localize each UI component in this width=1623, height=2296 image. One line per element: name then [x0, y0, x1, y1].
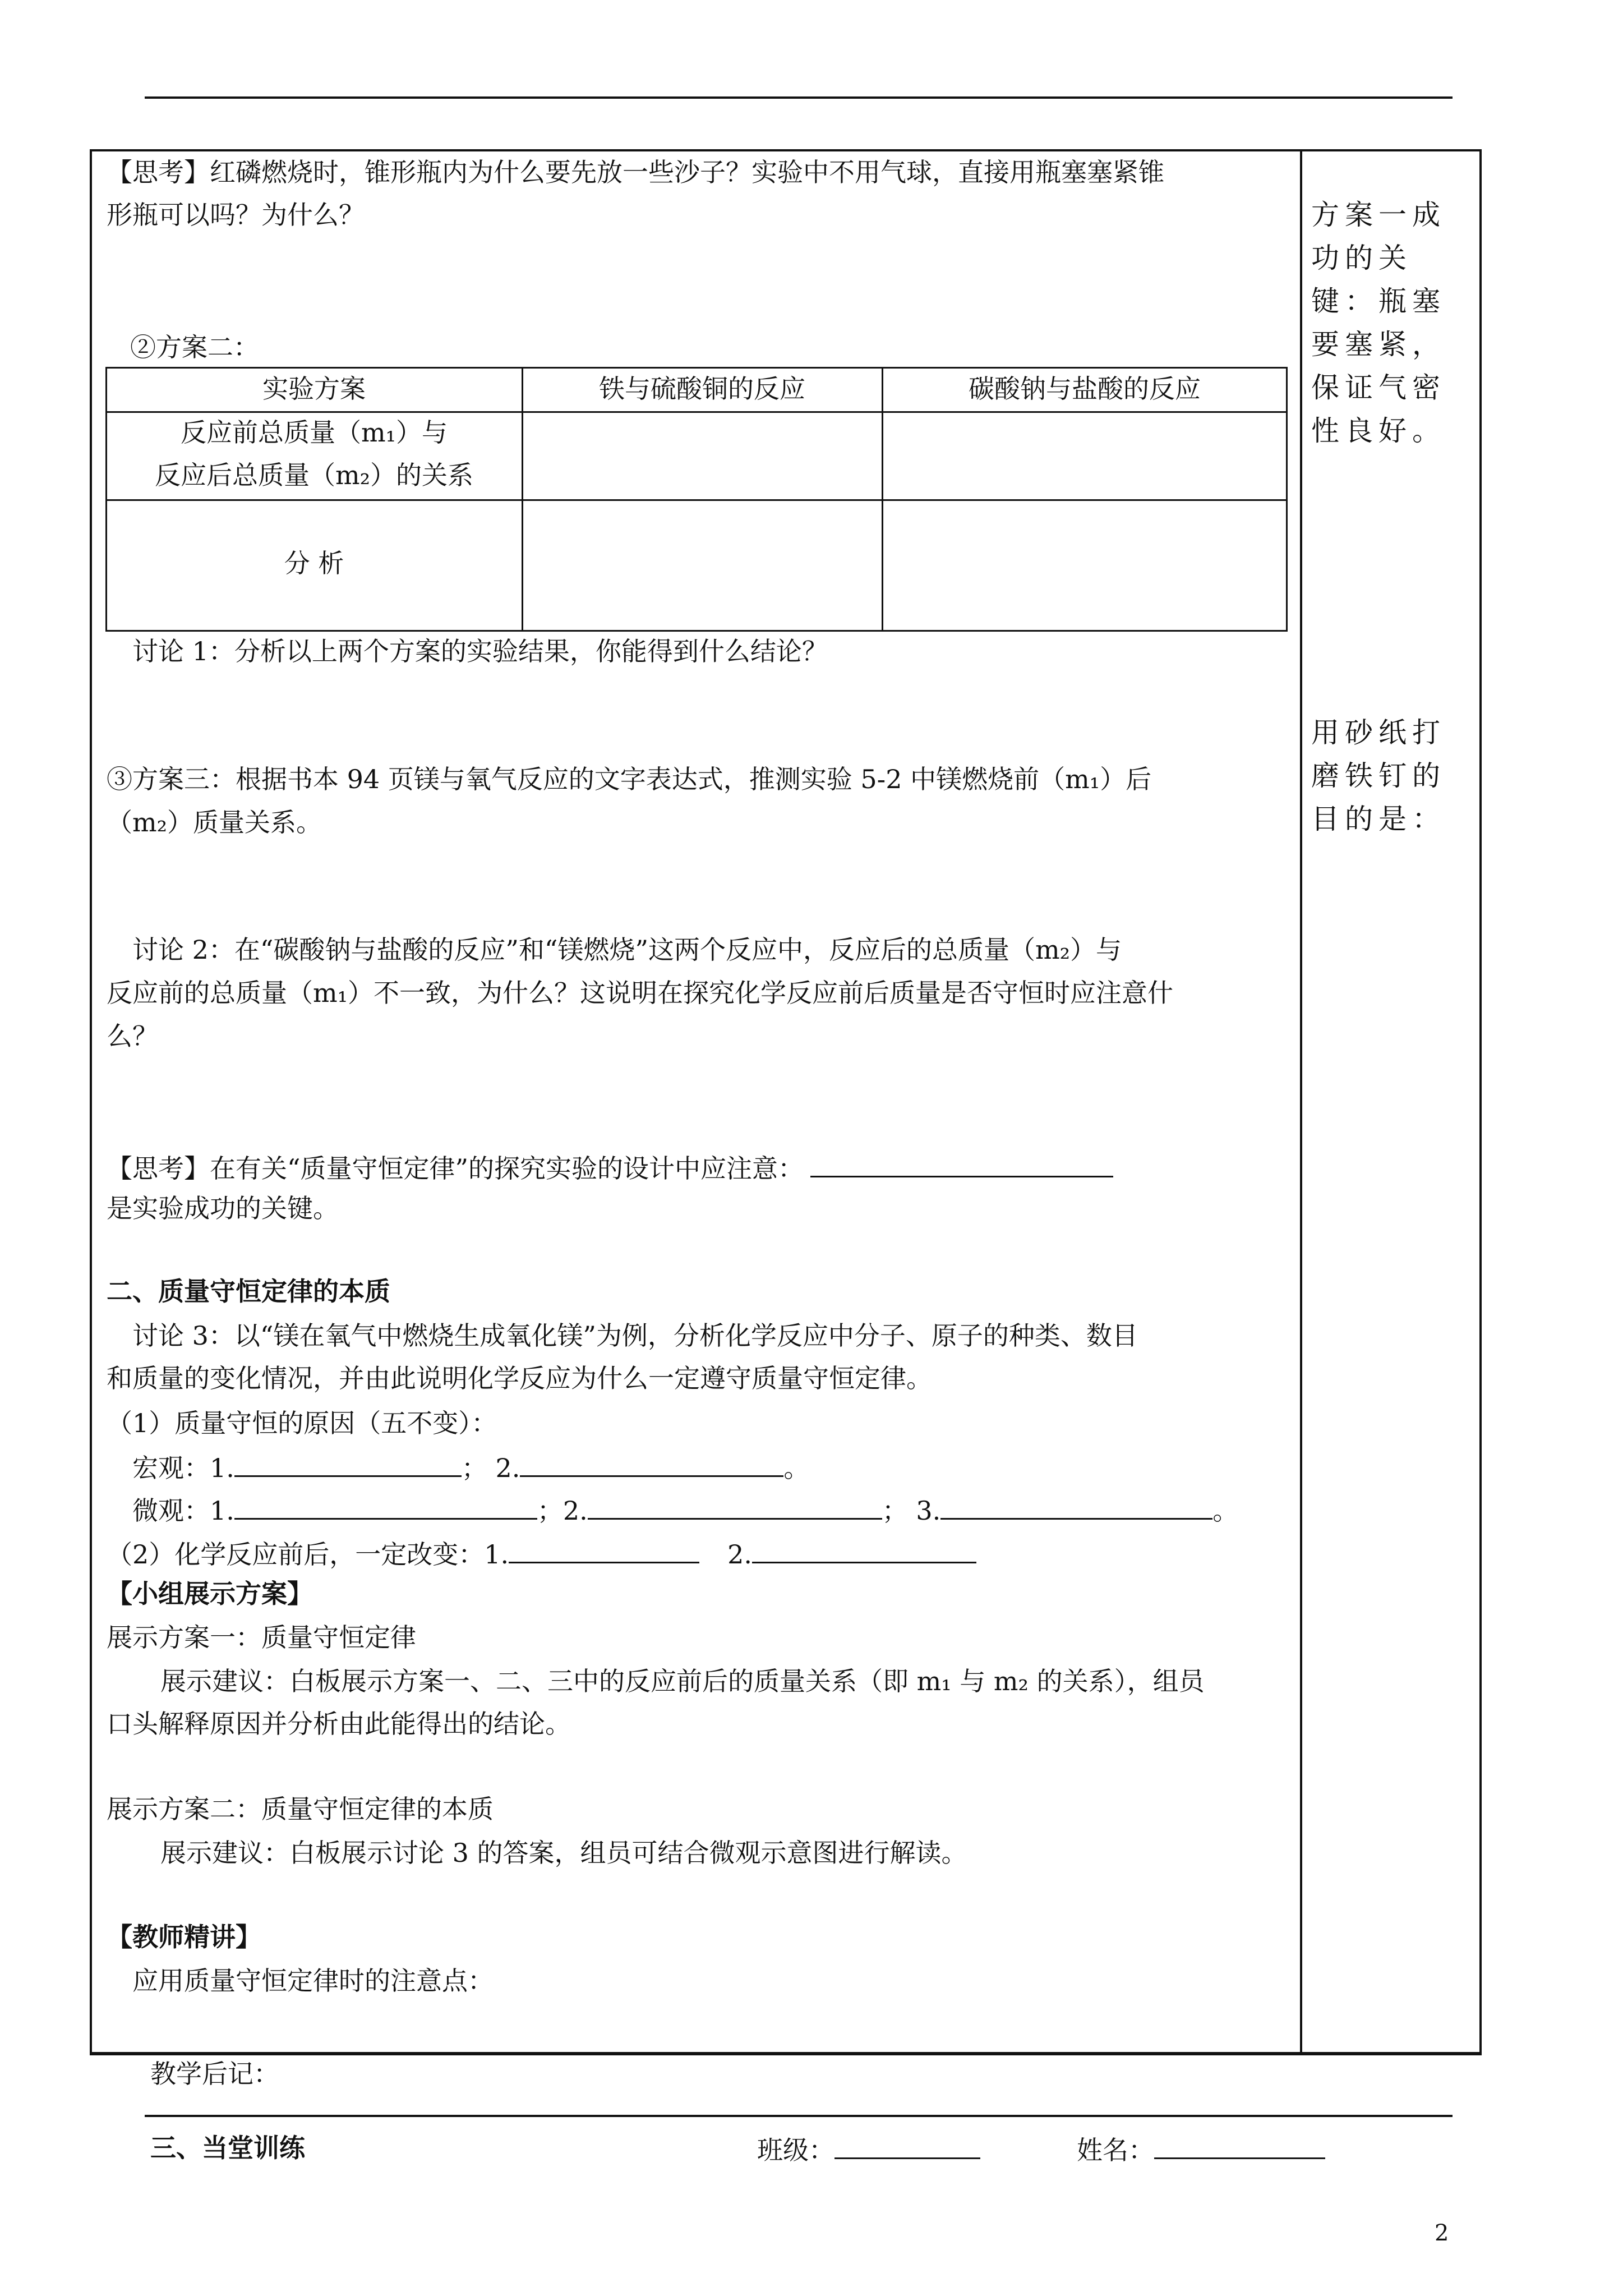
table-row-1 — [105, 411, 1288, 413]
discussion1: 讨论 1：分析以上两个方案的实验结果，你能得到什么结论？ — [132, 636, 828, 666]
think2-line1 — [107, 1150, 1113, 1186]
section3-rule — [145, 2115, 1453, 2117]
side-column-divider — [1300, 149, 1302, 2055]
table-row1-label-line1: 反应前总质量（m₁）与 — [180, 417, 448, 448]
side-note-sandpaper: 用砂纸打磨铁钉的目的是： — [1311, 716, 1446, 835]
macro-label: 宏观：1. — [132, 1453, 234, 1483]
class-label: 班级： — [757, 2135, 834, 2165]
macro-blank-2[interactable] — [520, 1450, 783, 1477]
name-label: 姓名： — [1077, 2135, 1154, 2165]
discussion3-line2: 和质量的变化情况，并由此说明化学反应为什么一定遵守质量守恒定律。 — [107, 1363, 932, 1393]
think1-line1: 【思考】红磷燃烧时，锥形瓶内为什么要先放一些沙子？实验中不用气球，直接用瓶塞塞紧锥 — [107, 157, 1164, 187]
change-line — [107, 1536, 976, 1572]
table-row-2 — [105, 499, 1288, 501]
name-blank[interactable] — [1154, 2132, 1325, 2159]
plan2-label: ②方案二： — [130, 332, 259, 362]
table-row1-label-line2: 反应后总质量（m₂）的关系 — [154, 460, 474, 490]
macro-blank-1[interactable] — [234, 1450, 462, 1477]
group-plan2: 展示方案二：质量守恒定律的本质 — [107, 1794, 494, 1824]
plan3-line2: （m₂）质量关系。 — [107, 807, 322, 838]
think1-line2: 形瓶可以吗？为什么？ — [107, 200, 365, 230]
name-field — [1077, 2132, 1325, 2168]
page-number: 2 — [1435, 2220, 1449, 2246]
think2-line2: 是实验成功的关键。 — [107, 1193, 339, 1223]
macro-end: 。 — [783, 1453, 810, 1483]
change-blank-2[interactable] — [752, 1536, 976, 1563]
after-notes: 教学后记： — [150, 2059, 279, 2089]
class-blank[interactable] — [834, 2132, 980, 2159]
group-plan2-suggest: 展示建议：白板展示讨论 3 的答案，组员可结合微观示意图进行解读。 — [160, 1838, 967, 1868]
think2-text: 【思考】在有关“质量守恒定律”的探究实验的设计中应注意： — [107, 1153, 804, 1184]
micro-sep-3: ； 3. — [882, 1496, 941, 1526]
discussion2-line2: 反应前的总质量（m₁）不一致，为什么？这说明在探究化学反应前后质量是否守恒时应注意什 — [107, 978, 1174, 1008]
table-row2-label: 分 析 — [284, 548, 344, 578]
change-label: （2）化学反应前后，一定改变：1. — [107, 1539, 509, 1570]
header-rule — [145, 96, 1453, 99]
micro-blank-2[interactable] — [588, 1492, 882, 1520]
teacher-text: 应用质量守恒定律时的注意点： — [132, 1966, 494, 1996]
group-title: 【小组展示方案】 — [107, 1579, 313, 1609]
group-plan1-suggest-1: 展示建议：白板展示方案一、二、三中的反应前后的质量关系（即 m₁ 与 m₂ 的关系），组员 — [160, 1666, 1205, 1696]
micro-label: 微观：1. — [132, 1496, 234, 1526]
reason-heading: （1）质量守恒的原因（五不变）： — [107, 1408, 497, 1438]
frame-bottom-double — [90, 2052, 1482, 2054]
group-plan1: 展示方案一：质量守恒定律 — [107, 1622, 416, 1653]
think2-blank[interactable] — [810, 1150, 1113, 1177]
group-plan1-suggest-2: 口头解释原因并分析由此能得出的结论。 — [107, 1709, 571, 1739]
table-header-iron: 铁与硫酸铜的反应 — [599, 374, 805, 404]
class-field — [757, 2132, 980, 2168]
section2-title: 二、质量守恒定律的本质 — [107, 1276, 390, 1306]
change-blank-1[interactable] — [509, 1536, 699, 1563]
change-label-2: 2. — [727, 1539, 753, 1570]
macro-line — [132, 1450, 809, 1485]
micro-sep-2: ；2. — [537, 1496, 588, 1526]
discussion3-line1: 讨论 3：以“镁在氧气中燃烧生成氧化镁”为例，分析化学反应中分子、原子的种类、数目 — [132, 1320, 1138, 1351]
section3-title: 三、当堂训练 — [150, 2133, 305, 2163]
plan3-line1: ③方案三：根据书本 94 页镁与氧气反应的文字表达式，推测实验 5-2 中镁燃烧前（m₁）后 — [107, 764, 1152, 794]
micro-blank-1[interactable] — [234, 1492, 537, 1520]
discussion2-line1: 讨论 2：在“碳酸钠与盐酸的反应”和“镁燃烧”这两个反应中，反应后的总质量（m₂）与 — [132, 935, 1122, 965]
table-header-carbonate: 碳酸钠与盐酸的反应 — [969, 374, 1201, 404]
side-note-plan1: 方案一成功的关键：瓶塞要塞紧，保证气密性良好。 — [1311, 199, 1446, 447]
macro-sep: ； 2. — [461, 1453, 520, 1483]
micro-blank-3[interactable] — [940, 1492, 1212, 1520]
table-header-plan: 实验方案 — [262, 374, 366, 404]
discussion2-line3: 么？ — [107, 1021, 158, 1051]
teacher-title: 【教师精讲】 — [107, 1922, 261, 1952]
micro-line — [132, 1492, 1238, 1528]
micro-end: 。 — [1212, 1496, 1239, 1526]
